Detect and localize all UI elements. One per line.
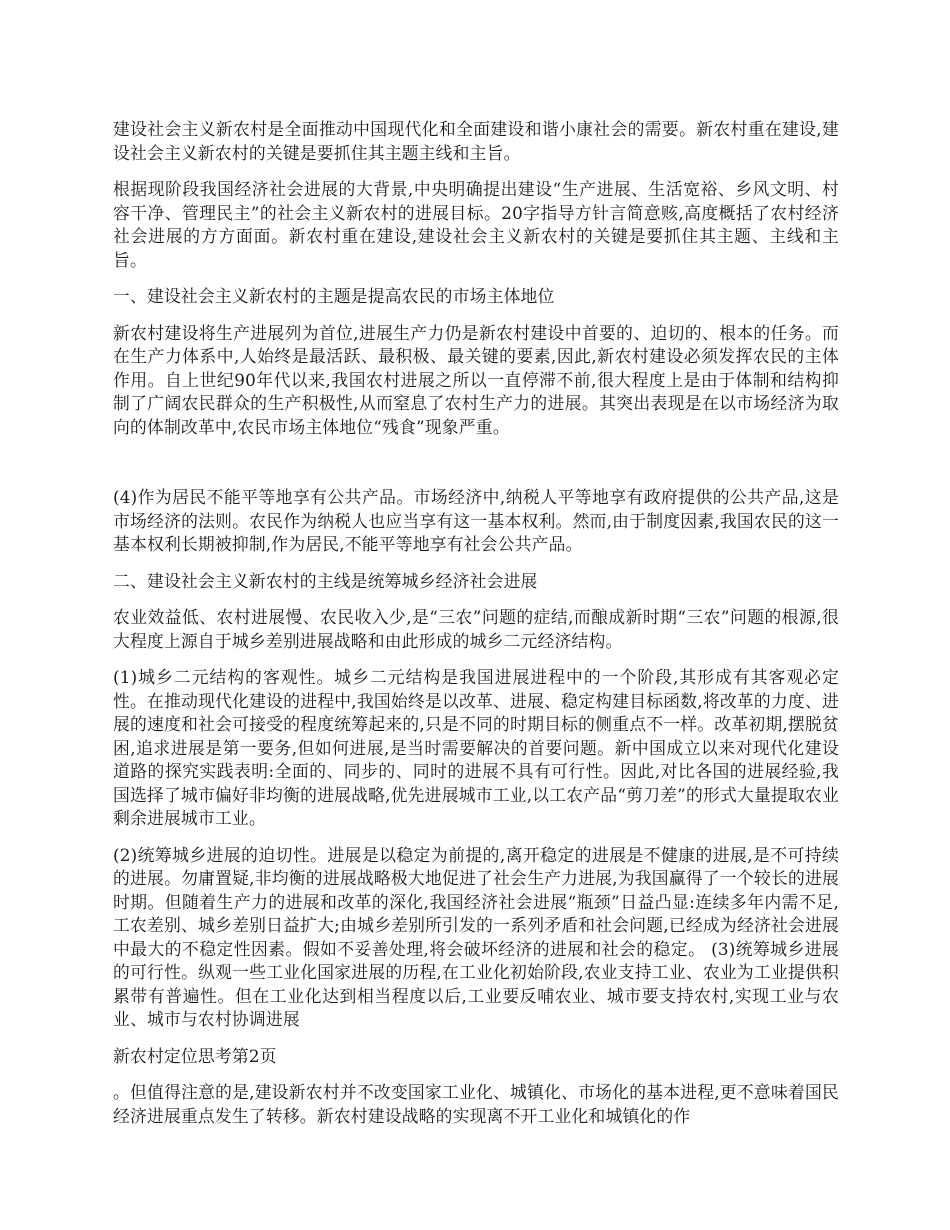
section-one-paragraph: 新农村建设将生产进展列为首位,进展生产力仍是新农村建设中首要的、迫切的、根本的任务。而在生产力体系中,人始终是最活跃、最积极、最关键的要素,因此,新农村建设必须发挥农民的主体作用。自上世纪90年代以来,我国农村进展之所以一直停滞不前,很大程度上是由于体制和结构抑制了广阔农民群众的生产积极性,从而窒息了农村生产力的进展。其突出表现是在以市场经济为取向的体制改革中,农民市场主体地位“残食”现象严重。 (113, 322, 839, 437)
point-one-paragraph: (1)城乡二元结构的客观性。城乡二元结构是我国进展进程中的一个阶段,其形成有其客观必定性。在推动现代化建设的进程中,我国始终是以改革、进展、稳定构建目标函数,将改革的力度、进展的速度和社会可接受的程度统筹起来的,只是不同的时期目标的侧重点不一样。改革初期,摆脱贫困,追求进展是第一要务,但如何进展,是当时需要解决的首要问题。新中国成立以来对现代化建设道路的探究实践表明:全面的、同步的、同时的进展不具有可行性。因此,对比各国的进展经验,我国选择了城市偏好非均衡的进展战略,优先进展城市工业,以工农产品“剪刀差”的形式大量提取农业剩余进展城市工业。 (113, 667, 839, 828)
background-paragraph: 根据现阶段我国经济社会进展的大背景,中央明确提出建设“生产进展、生活宽裕、乡风文明、村容干净、管理民主”的社会主义新农村的进展目标。20字指导方针言简意赅,高度概括了农村经济社会进展的方方面面。新农村重在建设,建设社会主义新农村的关键是要抓住其主题、主线和主旨。 (113, 179, 839, 270)
section-two-heading: 二、建设社会主义新农村的主线是统筹城乡经济社会进展 (113, 570, 538, 591)
intro-paragraph: 建设社会主义新农村是全面推动中国现代化和全面建设和谐小康社会的需要。新农村重在建设,建设社会主义新农村的关键是要抓住其主题主线和主旨。 (113, 119, 839, 163)
page-marker: 新农村定位思考第2页 (113, 1045, 277, 1066)
point-four-paragraph: (4)作为居民不能平等地享有公共产品。市场经济中,纳税人平等地享有政府提供的公共产品,这是市场经济的法则。农民作为纳税人也应当享有这一基本权利。然而,由于制度因素,我国农民的这一基本权利长期被抑制,作为居民,不能平等地享有社会公共产品。 (113, 487, 839, 554)
section-two-paragraph: 农业效益低、农村进展慢、农民收入少,是“三农”问题的症结,而酿成新时期“三农”问题的根源,很大程度上源自于城乡差别进展战略和由此形成的城乡二元经济结构。 (113, 607, 839, 651)
blank-gap (113, 452, 839, 486)
section-one-heading: 一、建设社会主义新农村的主题是提高农民的市场主体地位 (113, 286, 555, 306)
point-two-three-paragraph: (2)统筹城乡进展的迫切性。进展是以稳定为前提的,离开稳定的进展是不健康的进展,是不可持续的进展。勿庸置疑,非均衡的进展战略极大地促进了社会生产力进展,为我国赢得了一个较长的进展时期。但随着生产力的进展和改革的深化,我国经济社会进展“瓶颈”日益凸显:连续多年内需不足,工农差别、城乡差别日益扩大;由城乡差别所引发的一系列矛盾和社会问题,已经成为经济社会进展中最大的不稳定性因素。假如不妥善处理,将会破坏经济的进展和社会的稳定。 (3)统筹城乡进展的可行性。纵观一些工业化国家进展的历程,在工业化初始阶段,农业支持工业、农业为工业提供积累带有普遍性。但在工业化达到相当程度以后,工业要反哺农业、城市要支持农村,实现工业与农业、城市与农村协调进展 (113, 844, 839, 1029)
document-page (113, 118, 839, 1141)
continuation-paragraph: 。但值得注意的是,建设新农村并不改变国家工业化、城镇化、市场化的基本进程,更不意味着国民经济进展重点发生了转移。新农村建设战略的实现离不开工业化和城镇化的作 (113, 1082, 839, 1126)
